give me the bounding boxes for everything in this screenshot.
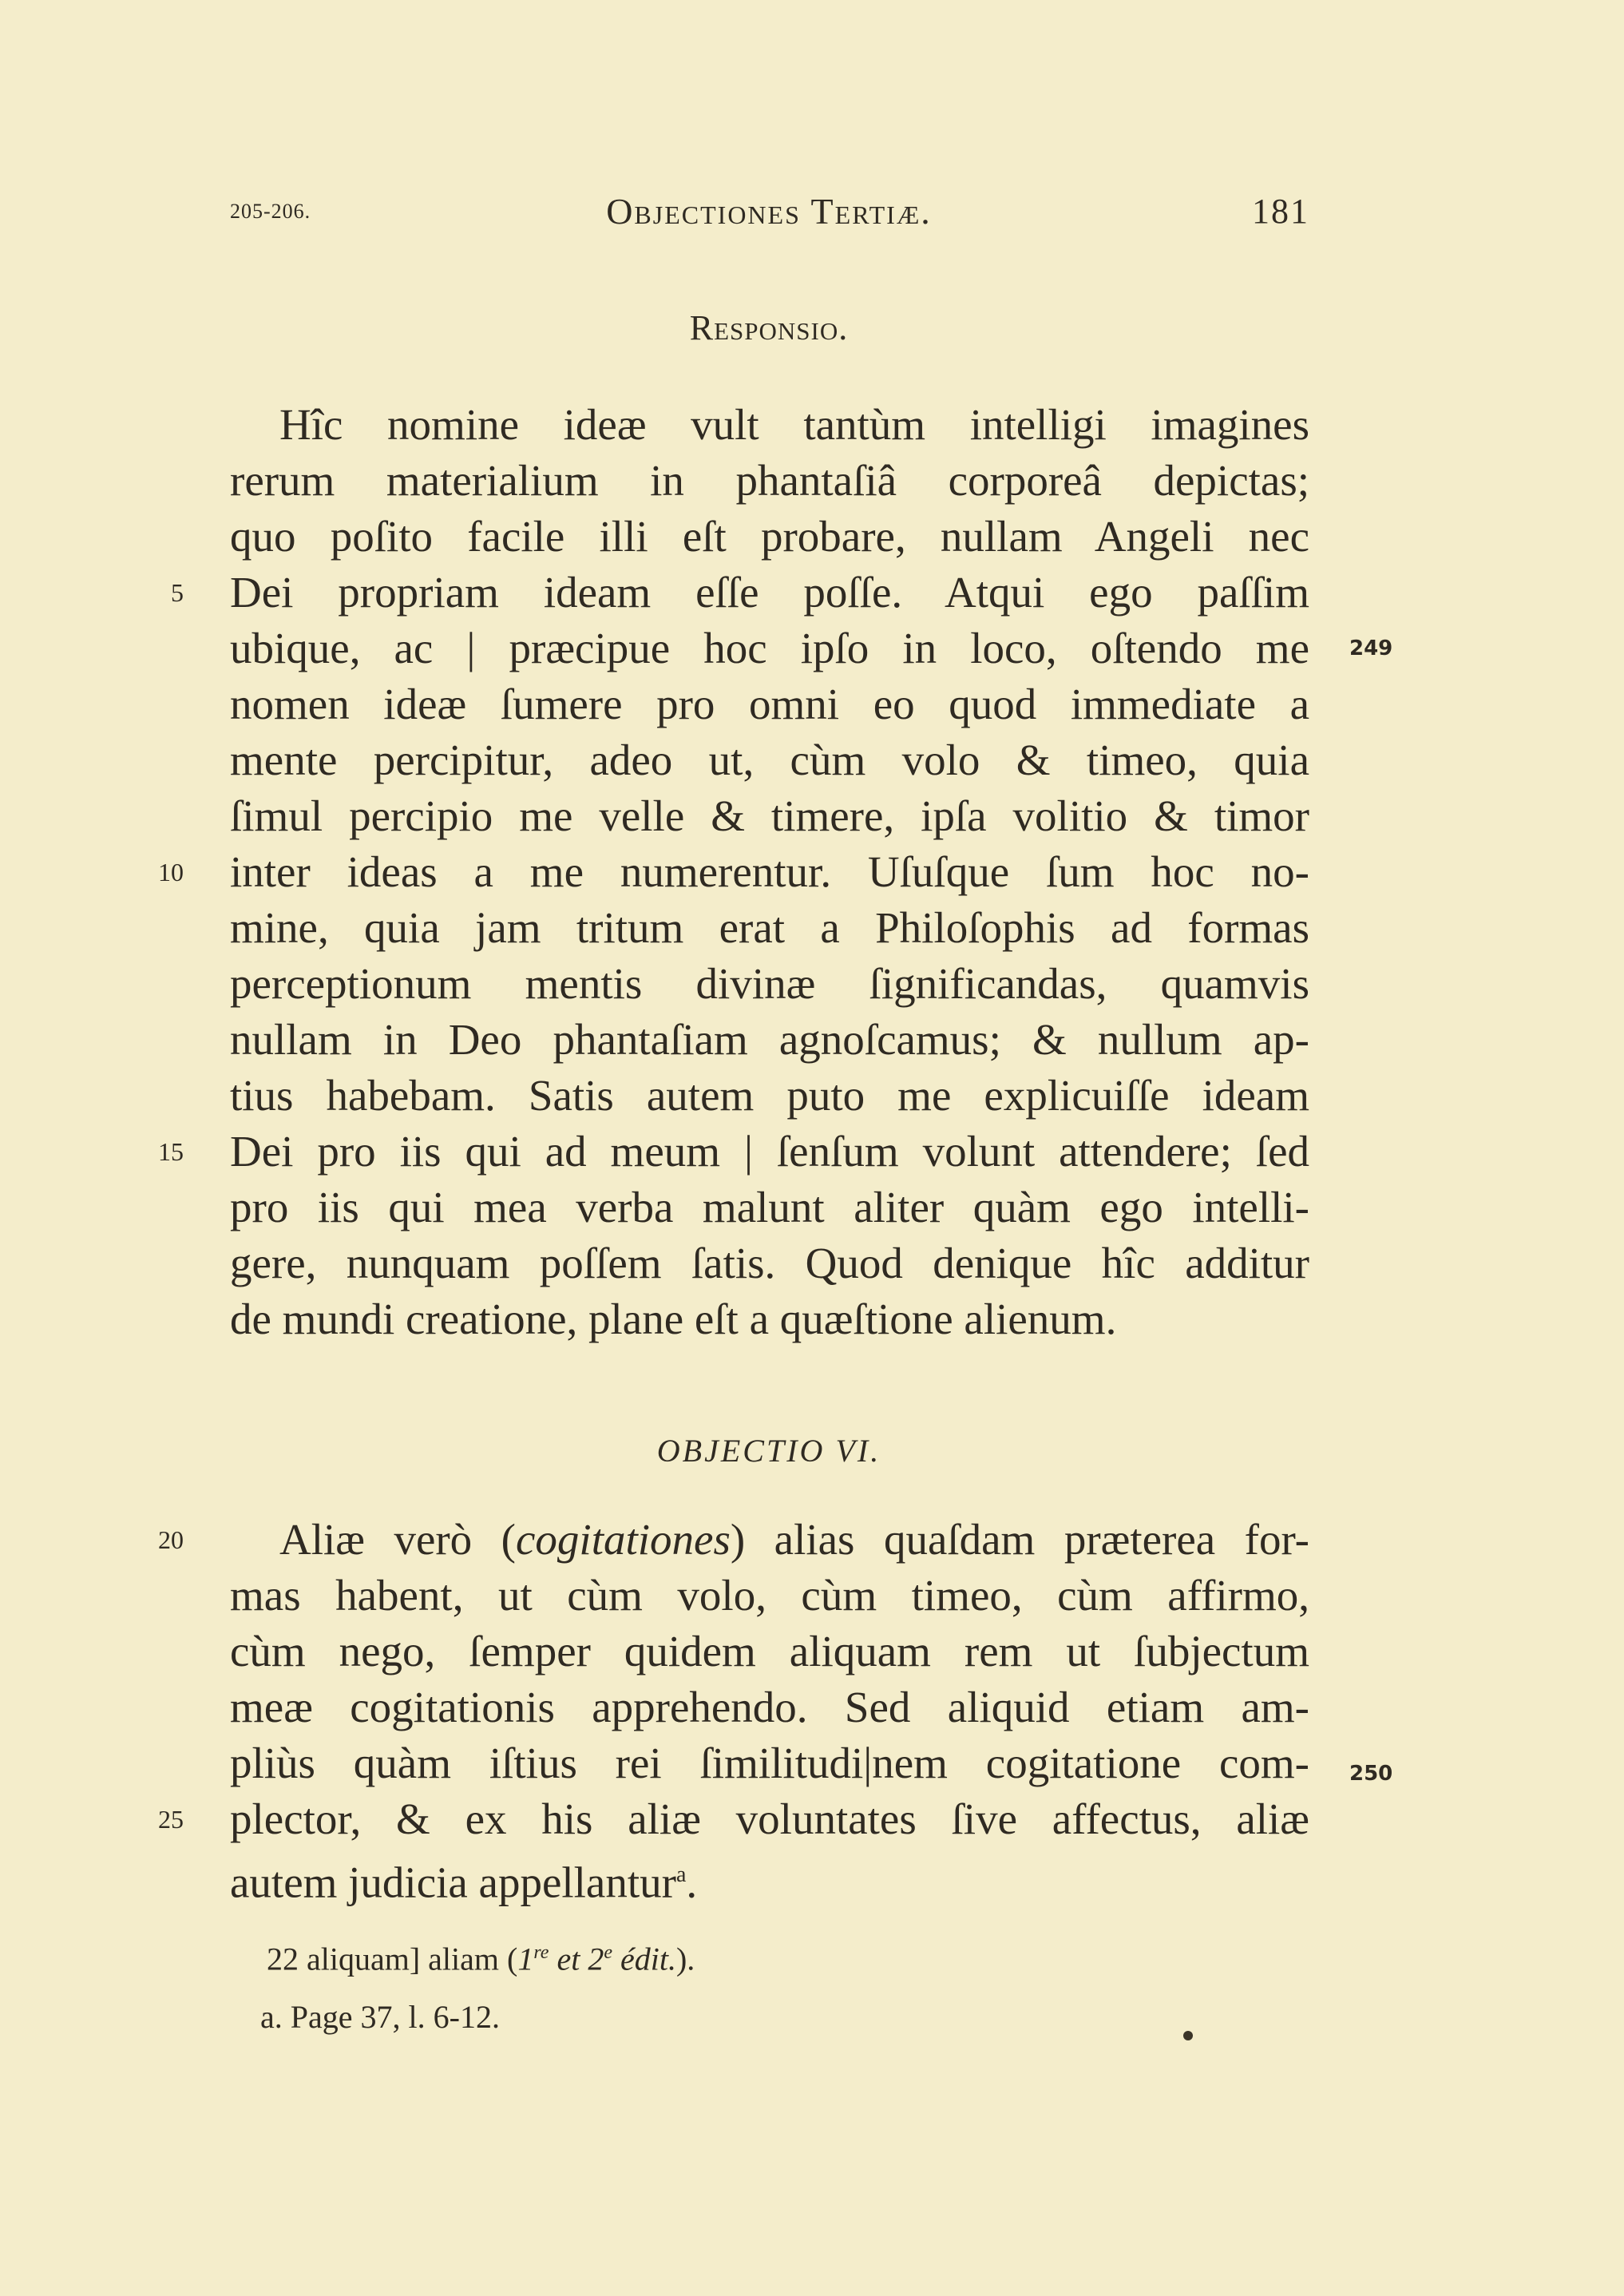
text-span: Aliæ verò (	[279, 1515, 516, 1564]
text-line: nullam in Deo phantaſiam agnoſcamus; & nullum ap-	[230, 1015, 1309, 1064]
text-line: rerum materialium in phantaſiâ corporeâ depictas;	[230, 456, 1309, 505]
margin-page-ref: 249	[1349, 636, 1393, 660]
text-line-last	[230, 1846, 1309, 1907]
note-text: ).	[675, 1941, 695, 1977]
text-line: pro iis qui mea verba malunt aliter quàm ego intelli-	[230, 1183, 1309, 1231]
print-speck	[1183, 2031, 1193, 2040]
text-line: ſimul percipio me velle & timere, ipſa volitio & timor	[230, 791, 1309, 840]
text-line: mas habent, ut cùm volo, cùm timeo, cùm affirmo,	[230, 1571, 1309, 1620]
text-span: autem judicia appellantur	[230, 1858, 676, 1907]
line-number: 20	[158, 1525, 184, 1554]
text-line: pliùs quàm iſtius rei ſimilitudi|nem cogitatione com-	[230, 1739, 1309, 1787]
variant-note	[267, 1929, 695, 1983]
line-number: 15	[158, 1137, 184, 1166]
note-ital: et 2	[549, 1941, 604, 1977]
text-line: mine, quia jam tritum erat a Philoſophis ad formas	[230, 903, 1309, 952]
footnote-mark: a	[675, 1862, 687, 1887]
reference-note: a. Page 37, l. 6-12.	[260, 1999, 500, 2035]
line-number: 5	[171, 578, 184, 607]
line-number: 10	[158, 858, 184, 886]
page-range: 205-206.	[230, 200, 311, 223]
text-line: Dei propriam ideam eſſe poſſe. Atqui ego paſſim	[230, 568, 1309, 617]
responsio-heading: Responsio.	[689, 308, 849, 347]
note-sup: e	[604, 1942, 612, 1963]
text-line: Hîc nomine ideæ vult tantùm intelligi imagines	[279, 400, 1309, 449]
text-line: de mundi creatione, plane eſt a quæſtione alienum.	[230, 1295, 1117, 1343]
note-sup: re	[533, 1942, 549, 1963]
text-line: cùm nego, ſemper quidem aliquam rem ut ſubjectum	[230, 1627, 1309, 1675]
running-title: Objectiones Tertiæ.	[606, 191, 932, 232]
italic-word: cogitationes	[516, 1515, 731, 1564]
text-span: ) alias quaſdam præterea for-	[730, 1515, 1309, 1564]
note-ital: 1	[517, 1941, 534, 1977]
text-line: plector, & ex his aliæ voluntates ſive affectus, aliæ	[230, 1794, 1309, 1843]
text-line: perceptionum mentis divinæ ſignificandas, quamvis	[230, 959, 1309, 1008]
note-text: 22 aliquam] aliam (	[267, 1941, 518, 1977]
text-line: inter ideas a me numerentur. Uſuſque ſum hoc no-	[230, 847, 1309, 896]
text-line: mente percipitur, adeo ut, cùm volo & timeo, quia	[230, 736, 1309, 784]
line-number: 25	[158, 1805, 184, 1834]
text-line: ubique, ac | præcipue hoc ipſo in loco, oſtendo me	[230, 624, 1309, 672]
note-ital: édit.	[612, 1941, 676, 1977]
objectio-heading: OBJECTIO VI.	[656, 1433, 881, 1469]
margin-page-ref: 250	[1349, 1762, 1393, 1786]
text-line: gere, nunquam poſſem ſatis. Quod denique hîc additur	[230, 1239, 1309, 1287]
text-line: quo poſito facile illi eſt probare, nullam Angeli nec	[230, 512, 1309, 561]
page-number: 181	[1252, 192, 1309, 231]
text-line-first	[230, 1511, 1309, 1568]
text-line: Dei pro iis qui ad meum | ſenſum volunt attendere; ſed	[230, 1127, 1309, 1176]
text-line: nomen ideæ ſumere pro omni eo quod immediate a	[230, 680, 1309, 728]
text-line: meæ cogitationis apprehendo. Sed aliquid etiam am-	[230, 1683, 1309, 1731]
text-line: tius habebam. Satis autem puto me explicuiſſe ideam	[230, 1071, 1309, 1120]
text-span: .	[686, 1858, 698, 1907]
